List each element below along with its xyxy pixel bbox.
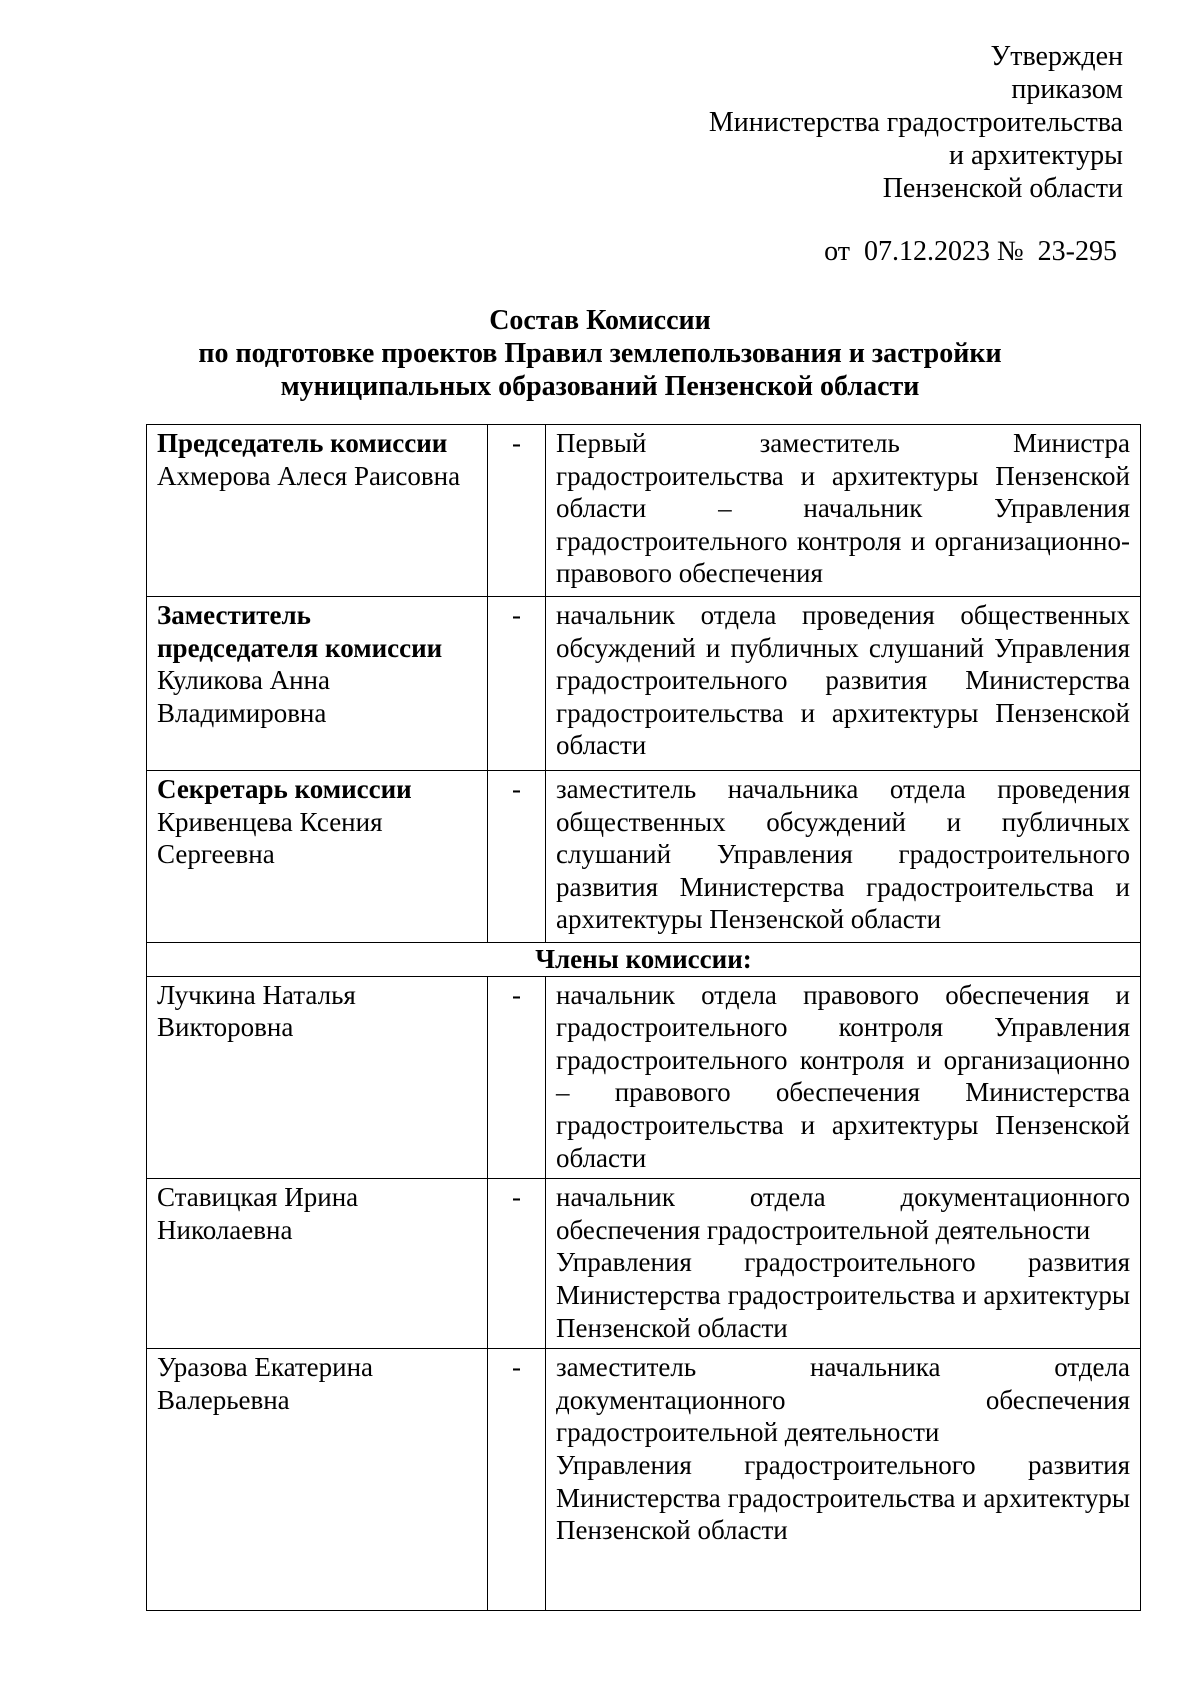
member-role: Заместитель председателя комиссии	[157, 600, 443, 663]
table-row	[147, 425, 1141, 597]
approval-line: Министерства градостроительства	[708, 107, 1123, 138]
approval-line: Пензенской области	[882, 173, 1123, 204]
order-number: 23-295	[1037, 236, 1117, 267]
member-position: начальник отдела документационного обеспечения градостроительной деятельности	[556, 1182, 1130, 1245]
member-name: Куликова Анна Владимировна	[157, 665, 330, 728]
member-position: Первый заместитель Министра градостроительства и архитектуры Пензенской области – начальник Управления градостроительного контроля и организационно-правового обеспечения	[546, 425, 1141, 597]
title-line: по подготовке проектов Правил землепользования и застройки	[198, 338, 1002, 369]
member-role: Секретарь комиссии	[157, 774, 412, 804]
document-title	[0, 304, 1200, 403]
approval-stamp	[709, 40, 1123, 268]
member-name-cell	[147, 1349, 488, 1611]
member-position-cell	[546, 1349, 1141, 1611]
dash-cell: -	[488, 597, 546, 771]
members-header-row	[147, 943, 1141, 977]
member-name-cell	[147, 597, 488, 771]
number-sign: №	[996, 236, 1024, 267]
member-name-cell	[147, 771, 488, 943]
table-row	[147, 597, 1141, 771]
member-name-cell	[147, 1179, 488, 1349]
member-position: заместитель начальника отдела документационного обеспечения градостроительной деятельности	[556, 1352, 1130, 1448]
member-name-cell	[147, 425, 488, 597]
table-row	[147, 1349, 1141, 1611]
approval-line: приказом	[1011, 74, 1123, 105]
title-line: Состав Комиссии	[489, 305, 711, 336]
member-role: Председатель комиссии	[157, 428, 448, 458]
member-position: начальник отдела проведения общественных обсуждений и публичных слушаний Управления градостроительного развития Министерства градостроительства и архитектуры Пензенской области	[546, 597, 1141, 771]
member-position: Управления градостроительного развития Министерства градостроительства и архитектуры Пензенской области	[556, 1247, 1130, 1343]
member-position: начальник отдела правового обеспечения и градостроительного контроля Управления градостроительного контроля и организационно – правового обеспечения Министерства градостроительства и архитектуры Пензенской области	[546, 976, 1141, 1179]
member-name: Уразова Екатерина Валерьевна	[157, 1352, 374, 1415]
dash-cell: -	[488, 771, 546, 943]
date-prefix: от	[824, 236, 850, 267]
order-date-number	[709, 235, 1117, 268]
member-name: Ставицкая Ирина Николаевна	[157, 1182, 359, 1245]
dash-cell: -	[488, 425, 546, 597]
member-position-cell	[546, 1179, 1141, 1349]
dash-cell: -	[488, 976, 546, 1179]
member-position: заместитель начальника отдела проведения общественных обсуждений и публичных слушаний Управления градостроительного развития Министерства градостроительства и архитектуры Пензенской области	[546, 771, 1141, 943]
member-name: Кривенцева Ксения Сергеевна	[157, 806, 383, 870]
order-date: 07.12.2023	[863, 236, 990, 267]
members-header: Члены комиссии:	[147, 943, 1141, 977]
member-name-cell	[147, 976, 488, 1179]
dash-cell: -	[488, 1179, 546, 1349]
title-line: муниципальных образований Пензенской области	[280, 371, 920, 402]
table-row	[147, 771, 1141, 943]
member-name: Ахмерова Алеся Раисовна	[157, 460, 461, 491]
approval-line: и архитектуры	[949, 140, 1123, 171]
commission-table	[146, 424, 1141, 1611]
dash-cell: -	[488, 1349, 546, 1611]
table-row	[147, 976, 1141, 1179]
member-position: Управления градостроительного развития Министерства градостроительства и архитектуры Пензенской области	[556, 1449, 1130, 1546]
table-row	[147, 1179, 1141, 1349]
approval-line: Утвержден	[990, 41, 1123, 72]
member-name: Лучкина Наталья Викторовна	[157, 979, 356, 1043]
